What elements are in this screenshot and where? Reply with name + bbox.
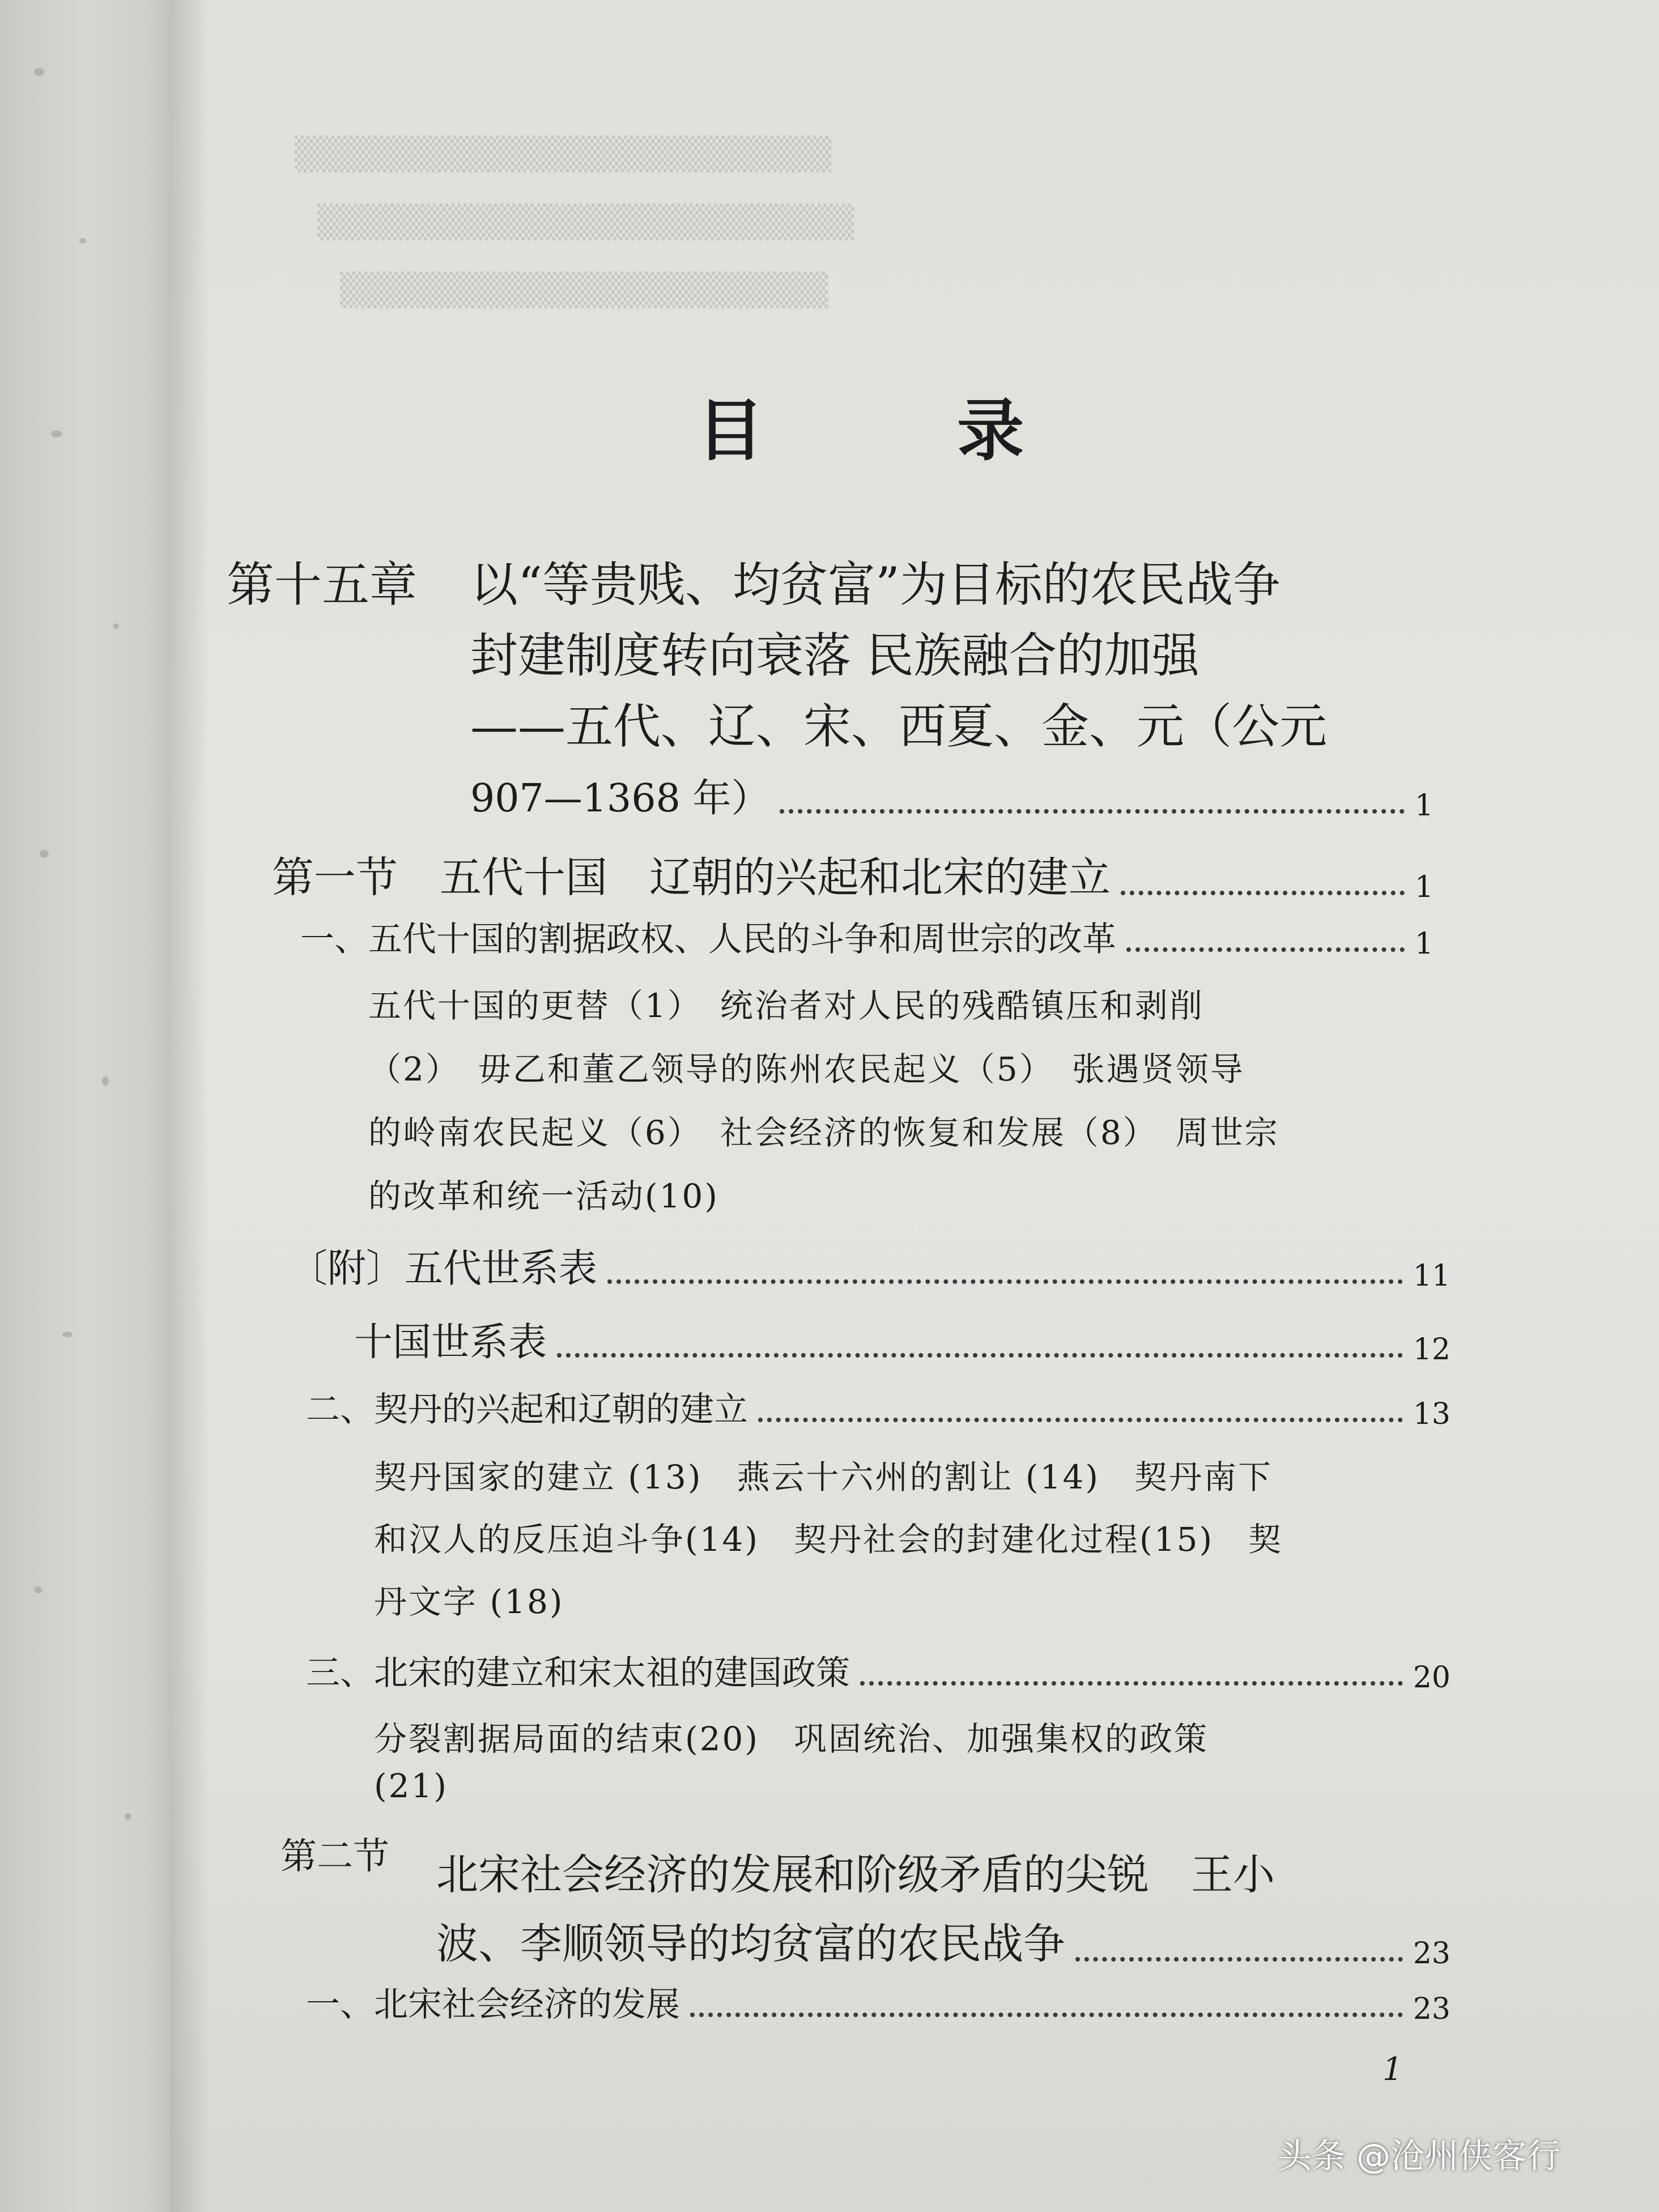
watermark: 头条 @沧州侠客行 (1278, 2137, 1561, 2176)
section-title-line: 波、李顺领导的均贫富的农民战争 (436, 1920, 1065, 1968)
section-entry-row[interactable] (436, 1911, 1450, 1971)
topic-line: 分裂割据局面的结束(20) 巩固统治、加强集权的政策 (374, 1720, 1209, 1758)
section-title-line: 北宋社会经济的发展和阶级矛盾的尖锐 王小 (436, 1851, 1275, 1899)
subsection-entry-row[interactable] (306, 1646, 1450, 1695)
appendix-title: 〔附〕五代世系表 (289, 1247, 598, 1291)
subsection-title: 一、五代十国的割据政权、人民的斗争和周世宗的改革 (300, 920, 1116, 959)
chapter-entry-row[interactable] (470, 768, 1433, 823)
page-ref: 20 (1413, 1661, 1450, 1695)
facing-page (0, 0, 187, 2212)
section-title: 第一节 五代十国 辽朝的兴起和北宋的建立 (272, 853, 1111, 902)
topic-line: (21) (374, 1767, 449, 1805)
page-ref: 1 (1414, 870, 1433, 904)
dot-leader (780, 809, 1404, 814)
appendix-title: 十国世系表 (354, 1320, 547, 1365)
subsection-title: 一、北宋社会经济的发展 (306, 1985, 680, 2024)
dot-leader (1126, 947, 1405, 952)
page-title: 目 录 (697, 391, 1109, 470)
chapter-title-line: ——五代、辽、宋、西夏、金、元（公元 (470, 699, 1328, 754)
topic-line: 丹文字 (18) (374, 1583, 564, 1621)
dot-leader (690, 2013, 1403, 2017)
dot-leader (557, 1353, 1403, 1358)
chapter-title-line: 封建制度转向衰落 民族融合的加强 (470, 628, 1199, 683)
appendix-entry-row[interactable] (354, 1312, 1450, 1367)
page-gutter-shadow (170, 0, 210, 2212)
page-number: 1 (1382, 2051, 1403, 2088)
topic-line: 五代十国的更替（1） 统治者对人民的残酷镇压和剥削 (368, 986, 1204, 1025)
bleed-through-text: ▒▒▒▒▒▒▒▒▒▒▒▒▒▒▒▒▒▒▒▒▒▒ (295, 136, 832, 173)
subsection-entry-row[interactable] (306, 1977, 1450, 2026)
topic-line: 契丹国家的建立 (13) 燕云十六州的割让 (14) 契丹南下 (374, 1458, 1273, 1496)
chapter-title-line: 以“等贵贱、均贫富”为目标的农民战争 (470, 557, 1281, 612)
subsection-title: 三、北宋的建立和宋太祖的建国政策 (306, 1653, 850, 1693)
bleed-through-text: ▒▒▒▒▒▒▒▒▒▒▒▒▒▒▒▒▒▒▒▒▒▒ (317, 204, 854, 241)
dot-leader (1121, 891, 1405, 895)
page-ref: 11 (1413, 1259, 1450, 1293)
chapter-title-line: 907—1368 年） (470, 776, 770, 821)
subsection-entry-row[interactable] (306, 1382, 1450, 1431)
section-label: 第二节 (280, 1836, 389, 1878)
chapter-label: 第十五章 (227, 557, 418, 612)
appendix-entry-row[interactable] (289, 1238, 1450, 1293)
bleed-through-text: ▒▒▒▒▒▒▒▒▒▒▒▒▒▒▒▒▒▒▒▒ (340, 272, 828, 309)
subsection-title: 二、契丹的兴起和辽朝的建立 (306, 1390, 748, 1430)
page-ref: 12 (1413, 1333, 1450, 1367)
topic-line: 的改革和统一活动(10) (368, 1177, 720, 1215)
subsection-entry-row[interactable] (300, 912, 1433, 961)
dot-leader (758, 1418, 1403, 1422)
page-ref: 23 (1413, 1992, 1450, 2026)
topic-line: （2） 毋乙和董乙领导的陈州农民起义（5） 张遇贤领导 (368, 1050, 1245, 1088)
topic-line: 和汉人的反压迫斗争(14) 契丹社会的封建化过程(15) 契 (374, 1520, 1283, 1559)
page-ref: 1 (1414, 789, 1433, 823)
page-ref: 13 (1413, 1397, 1450, 1431)
page-ref: 23 (1413, 1937, 1450, 1971)
dot-leader (607, 1279, 1403, 1284)
dot-leader (860, 1681, 1403, 1686)
topic-line: 的岭南农民起义（6） 社会经济的恢复和发展（8） 周世宗 (368, 1113, 1279, 1152)
dot-leader (1075, 1957, 1403, 1962)
section-entry-row[interactable] (272, 844, 1433, 904)
page-ref: 1 (1414, 927, 1433, 961)
